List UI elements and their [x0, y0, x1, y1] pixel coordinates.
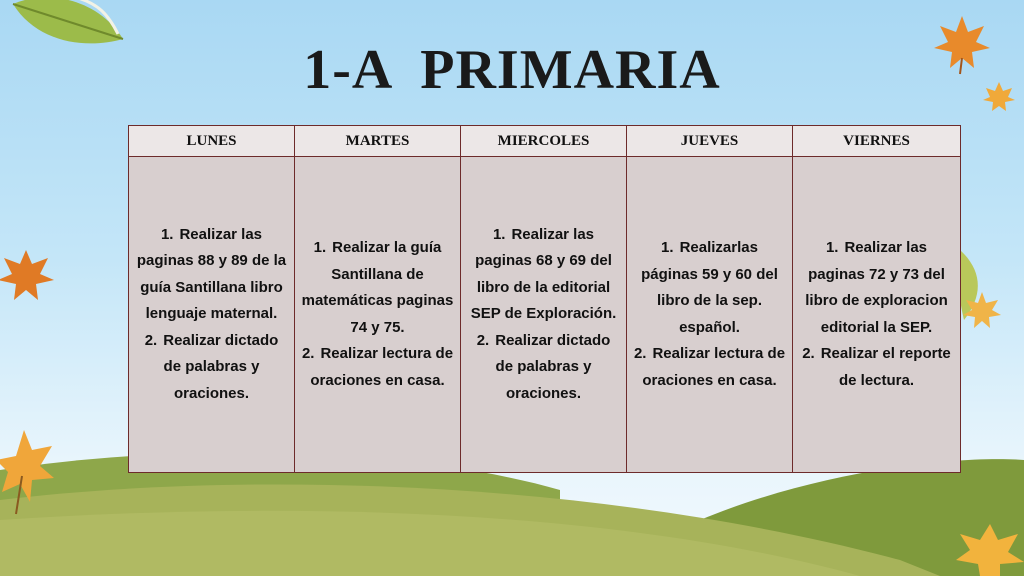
tasks-row	[129, 157, 961, 473]
task-list	[135, 222, 288, 408]
header-lunes: LUNES	[129, 126, 295, 157]
task-list	[467, 222, 620, 408]
page-title: 1-A PRIMARIA	[303, 39, 721, 101]
list-item: 1. Realizar las paginas 68 y 69 del libro de la editorial SEP de Exploración.	[470, 225, 617, 323]
cell-jueves	[627, 157, 793, 473]
cell-lunes	[129, 157, 295, 473]
cell-miercoles	[461, 157, 627, 473]
weekly-schedule-table	[128, 125, 961, 473]
list-item: 2. Realizar dictado de palabras y oraciones.	[476, 331, 611, 402]
header-jueves: JUEVES	[627, 126, 793, 157]
header-viernes: VIERNES	[793, 126, 961, 157]
header-miercoles: MIERCOLES	[461, 126, 627, 157]
list-item: 2. Realizar lectura de oraciones en casa.	[301, 345, 454, 389]
cell-viernes	[793, 157, 961, 473]
list-item: 1. Realizar las paginas 88 y 89 de la guía Santillana libro lenguaje maternal.	[136, 225, 287, 323]
list-item: 1. Realizar las paginas 72 y 73 del libro de exploracion editorial la SEP.	[805, 239, 948, 336]
right-orange-leaf-icon	[962, 290, 1002, 330]
header-martes: MARTES	[295, 126, 461, 157]
bottom-left-leaf-icon	[0, 426, 58, 516]
list-item: 1. Realizarlas páginas 59 y 60 del libro de la sep. español.	[641, 239, 778, 336]
left-orange-leaf-icon	[0, 246, 56, 306]
list-item: 2. Realizar dictado de palabras y oraciones.	[144, 331, 279, 402]
header-row	[129, 126, 961, 157]
cell-martes	[295, 157, 461, 473]
task-list	[799, 235, 954, 394]
list-item: 1. Realizar la guía Santillana de matemáticas paginas 74 y 75.	[301, 239, 454, 336]
bottom-right-leaf-icon	[950, 520, 1024, 576]
list-item: 2. Realizar el reporte de lectura.	[802, 345, 951, 389]
task-list	[633, 235, 786, 394]
list-item: 2. Realizar lectura de oraciones en casa.	[633, 345, 786, 389]
task-list	[301, 235, 454, 394]
